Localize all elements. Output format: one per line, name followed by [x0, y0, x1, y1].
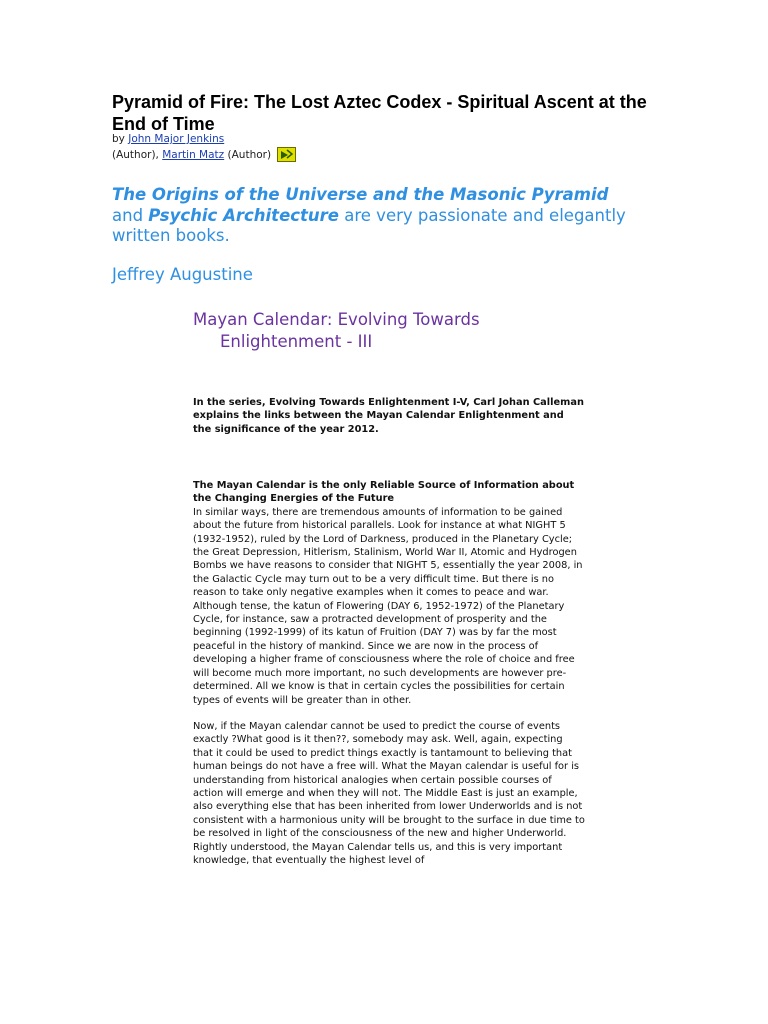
quote-book-title-1: The Origins of the Universe and the Masonic Pyramid [112, 185, 609, 204]
article-subheading: The Mayan Calendar is the only Reliable Source of Information about the Changing Energies of the Future [193, 480, 575, 505]
quote-author: Jeffrey Augustine [112, 265, 253, 284]
article-title-line-1: Mayan Calendar: Evolving Towards [193, 310, 480, 329]
review-quote [112, 185, 642, 247]
article-intro: In the series, Evolving Towards Enlightenment I-V, Carl Johan Calleman explains the links between the Mayan Calendar Enlightenment and the significance of the year 2012. [193, 397, 584, 435]
author-link-martin-matz[interactable]: Martin Matz [162, 149, 225, 161]
by-label: by [112, 133, 129, 145]
article-paragraph-2: Now, if the Mayan calendar cannot be used to predict the course of events exactly ?What good is it then??, somebody may ask. Well, again, expecting that it could be used to predict things exactly is tantamount to believing that human beings do not have a free will. What the Mayan calendar is useful for is understanding from historical analogies when certain possible courses of action will emerge and when they will not. The Middle East is just an example, also everything else that has been inherited from lower Underworlds and is not consistent with a harmonious unity will be brought to the surface in due time to be resolved in light of the consciousness of the new and higher Underworld. Rightly understood, the Mayan Calendar tells us, and this is very important knowledge, that eventually the highest level of [193, 720, 585, 866]
author-role-1: (Author), [112, 149, 163, 161]
quote-text: are very passionate and elegantly written books. [112, 205, 626, 245]
article-paragraph-1: In similar ways, there are tremendous amounts of information to be gained about the future from historical parallels. Look for instance at what NIGHT 5 (1932-1952), ruled by the Lord of Darkness, produced in the Planetary Cycle; the Great Depression, Hitlerism, Stalinism, World War II, Atomic and Hydrogen Bombs we have reasons to consider that NIGHT 5, essentially the year 2008, in the Galactic Cycle may turn out to be a very difficult time. But there is no reason to take only negative examples when it comes to peace and war. Although tense, the katun of Flowering (DAY 6, 1952-1972) of the Planetary Cycle, for instance, saw a protracted development of prosperity and the beginning (1992-1999) of its katun of Fruition (DAY 7) was by far the most peaceful in the history of mankind. Since we are now in the process of developing a higher frame of consciousness where the role of choice and free will become much more important, no such developments are however pre-determined. All we know is that in certain cycles the possibilities for certain types of events will be greater than in other. [193, 506, 583, 706]
article-title-line-2: Enlightenment - III [220, 332, 373, 351]
author-link-john-major-jenkins[interactable]: John Major Jenkins [128, 133, 225, 145]
article-body [193, 479, 585, 867]
author-role-2: (Author) [224, 149, 275, 161]
book-title: Pyramid of Fire: The Lost Aztec Codex - Spiritual Ascent at the End of Time [112, 92, 647, 134]
article-title [193, 309, 593, 353]
quote-and: and [112, 205, 149, 225]
byline [112, 132, 672, 163]
quote-book-title-2: Psychic Architecture [148, 205, 339, 225]
sort-arrow-icon[interactable] [277, 147, 296, 162]
